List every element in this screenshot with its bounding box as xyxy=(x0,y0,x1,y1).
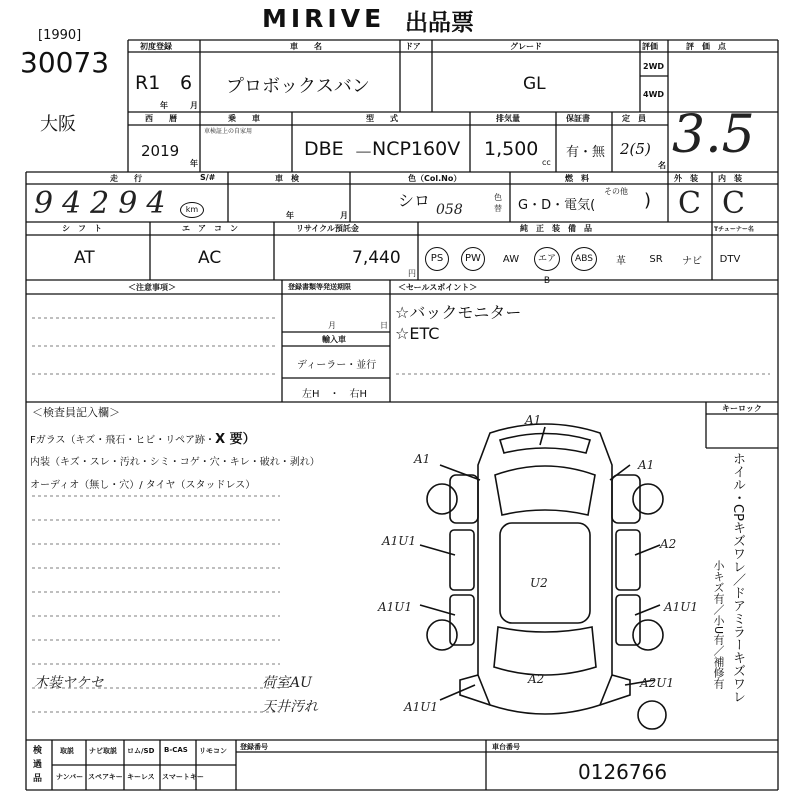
sales-point-1: ☆バックモニター xyxy=(395,303,522,322)
capacity-value: 2(5) xyxy=(620,140,651,158)
color-change-label: 色 替 xyxy=(494,193,502,213)
reg-era: R1 xyxy=(135,72,161,94)
location: 大阪 xyxy=(40,114,76,135)
vertical-note: ホイル・CPキズワレ／ドアミラーキズワレ xyxy=(730,452,745,703)
interior-grade: C xyxy=(722,186,745,221)
color-value: シロ xyxy=(398,191,431,210)
inspector-line-2: 内装（キズ・スレ・汚れ・シミ・コゲ・穴・キレ・破れ・剥れ） xyxy=(30,457,320,468)
dealer-parallel: ディーラー・並行 xyxy=(297,360,377,371)
accessory-keyless: キーレス xyxy=(127,773,155,781)
label-tuner: Tチューナー名 xyxy=(714,226,754,233)
year-tag: [1990] xyxy=(38,28,82,43)
shift-value: AT xyxy=(74,248,95,268)
label-score-row: 評価 xyxy=(642,42,658,51)
reg-month: 6 xyxy=(180,72,193,94)
mark-left-front: A1 xyxy=(414,452,431,466)
aircon-value: AC xyxy=(198,248,222,268)
label-fuel: 燃 料 xyxy=(565,174,589,183)
label-western: 西 暦 xyxy=(145,114,177,123)
vertical-note-2: 小キズ有／小U有／補修有 xyxy=(712,560,725,690)
equip-aw: AW xyxy=(502,253,520,265)
exterior-grade: C xyxy=(678,186,701,221)
accessory-spare-key: スペアキー xyxy=(88,773,123,781)
label-inspection-cert: 保証書 xyxy=(566,114,590,123)
model-dash: － xyxy=(354,142,374,164)
model-prefix: DBE xyxy=(304,138,344,160)
label-vehicle-check: 車 検 xyxy=(275,174,299,183)
label-reg-number: 登録番号 xyxy=(240,743,268,751)
label-mileage: 走 行 xyxy=(110,174,142,183)
label-interior: 内 装 xyxy=(718,174,742,183)
label-first-reg: 初度登録 xyxy=(140,42,172,51)
fuel-close: ) xyxy=(644,190,652,211)
equip-pw: PW xyxy=(459,245,487,273)
brand-logo: MIRIVE xyxy=(262,4,386,33)
yen-unit: 円 xyxy=(408,269,416,278)
accessory-smart-key: スマートキー xyxy=(162,773,204,781)
label-key-lock: キーロック xyxy=(722,404,762,413)
mark-right-front: A1 xyxy=(638,458,655,472)
inspector-line-1: Fガラス（キズ・飛石・ヒビ・リペア跡・X 要） xyxy=(30,432,256,447)
fuel-options: G・D・電気( xyxy=(518,198,596,213)
displacement-value: 1,500 xyxy=(484,138,539,160)
label-grade: グレード xyxy=(510,42,542,51)
label-shift: シ フ ト xyxy=(62,224,102,233)
handwritten-note-2: 荷室AU xyxy=(262,675,312,691)
year-value-unit: 年 xyxy=(190,159,198,168)
sales-point-2: ☆ETC xyxy=(395,324,440,343)
mark-front: A1 xyxy=(525,413,542,427)
equip-abs: ABS xyxy=(570,245,598,273)
label-inspector-notes: ＜検査員記入欄＞ xyxy=(32,406,120,419)
label-reg-doc-deadline: 登録書類等発送期限 xyxy=(288,283,351,291)
check-month-unit: 月 xyxy=(340,211,348,220)
mark-left-rear: A1U1 xyxy=(378,600,413,614)
cert-options: 有・無 xyxy=(566,145,606,160)
label-score: 評 価 点 xyxy=(686,42,726,51)
drive-2wd: 2WD xyxy=(643,62,665,71)
grade-value: GL xyxy=(523,74,546,94)
accessory-rom-sd: ロム/SD xyxy=(127,747,155,755)
mark-roof: U2 xyxy=(530,576,548,590)
model-code: NCP160V xyxy=(372,138,461,160)
equip-leather: 革 xyxy=(616,255,626,267)
equip-navi: ナビ xyxy=(682,255,702,267)
label-sales-points: ＜セールスポイント＞ xyxy=(398,283,478,292)
mark-right-mid: A2 xyxy=(660,537,677,551)
car-name: プロボックスバン xyxy=(226,76,370,97)
drive-4wd: 4WD xyxy=(643,90,665,99)
label-meter: S/# xyxy=(200,173,216,182)
label-model: 型 式 xyxy=(366,114,398,123)
mark-rear: A2 xyxy=(528,672,545,686)
equip-airbag: エアB xyxy=(533,245,561,273)
mark-rear-right: A2U1 xyxy=(640,676,675,690)
mark-right-rear: A1U1 xyxy=(664,600,699,614)
doc-month: 月 xyxy=(328,321,336,330)
form-title: 出品票 xyxy=(405,10,474,36)
label-color: 色（Col.No） xyxy=(408,174,462,183)
accessory-bcas: B-CAS xyxy=(164,746,188,754)
doc-day: 日 xyxy=(380,321,388,330)
label-displacement: 排気量 xyxy=(496,114,520,123)
cc-unit: cc xyxy=(542,158,551,167)
mark-left-mid: A1U1 xyxy=(382,534,417,548)
label-capacity: 定 員 xyxy=(622,114,646,123)
score-value: 3.5 xyxy=(672,105,755,165)
year-unit: 年 xyxy=(160,101,168,110)
label-recycle: リサイクル預託金 xyxy=(296,224,359,233)
accessory-navi-manual: ナビ取説 xyxy=(89,747,117,755)
fuel-other-label: その他 xyxy=(604,187,628,196)
label-doors: ドア xyxy=(405,42,421,51)
label-standard-equip: 純 正 装 備 品 xyxy=(520,224,592,233)
year-value: 2019 xyxy=(141,142,180,160)
handwritten-note-3: 天井汚れ xyxy=(262,699,318,715)
label-import: 輸入車 xyxy=(322,335,346,344)
equip-sunroof: SR xyxy=(649,253,663,265)
equip-dtv: DTV xyxy=(719,253,741,265)
persons-unit: 名 xyxy=(658,161,666,170)
handwritten-note-1: 木装ヤケセ xyxy=(34,675,104,691)
lot-number: 30073 xyxy=(20,46,110,79)
label-aircon: エ ア コ ン xyxy=(182,224,238,233)
inspector-line-3: オーディオ（無し・穴）/ タイヤ（スタッドレス） xyxy=(30,480,256,491)
label-cautions: ＜注意事項＞ xyxy=(128,283,176,292)
accessory-remote: リモコン xyxy=(199,747,227,755)
accessory-plate: ナンバー xyxy=(56,773,84,781)
mileage-unit-mark: km xyxy=(180,202,204,218)
equip-ps: PS xyxy=(423,245,451,273)
label-accessories: 検 過 品 xyxy=(33,746,43,784)
mileage-value: 94294 xyxy=(34,186,175,221)
recycle-value: 7,440 xyxy=(352,248,401,268)
check-year-unit: 年 xyxy=(286,211,294,220)
label-seating-sub: 車検証上の自家用 xyxy=(204,128,253,135)
label-seating: 乗 車 xyxy=(228,114,260,123)
color-number: 058 xyxy=(436,202,463,218)
label-chassis-number: 車台番号 xyxy=(492,743,520,751)
label-exterior: 外 装 xyxy=(674,174,698,183)
inspector-line-1-x: X 要） xyxy=(215,432,256,447)
chassis-number: 0126766 xyxy=(578,760,668,784)
handle-side: 左H ・ 右H xyxy=(302,389,368,400)
label-car-name: 車 名 xyxy=(290,42,322,51)
accessory-manual: 取説 xyxy=(60,747,74,755)
month-unit: 月 xyxy=(190,101,198,110)
mark-rear-left: A1U1 xyxy=(404,700,439,714)
